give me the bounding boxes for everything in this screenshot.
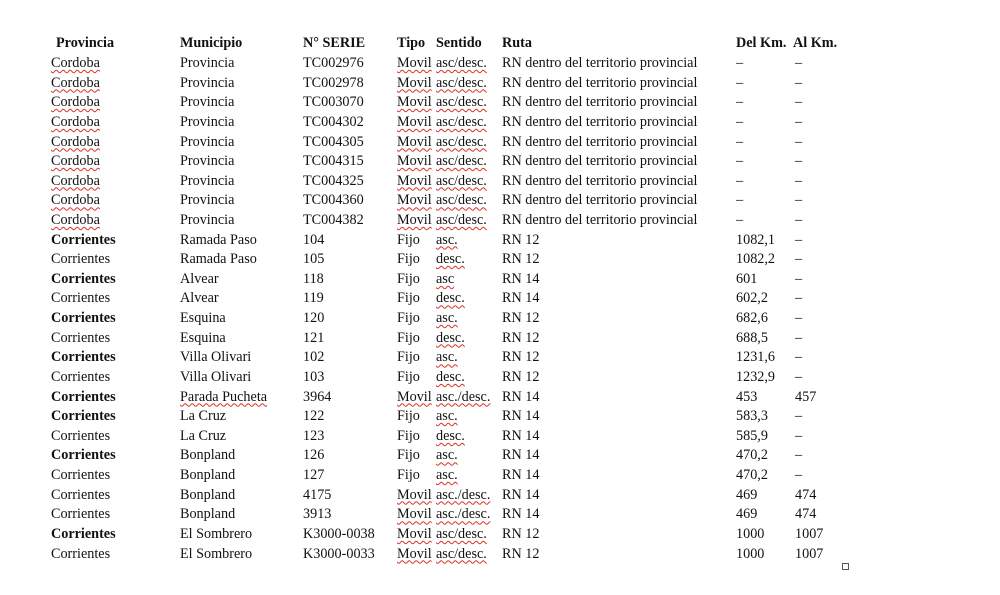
cell-del-km: 1000 <box>736 525 765 542</box>
cell-tipo: Fijo <box>397 329 420 346</box>
cell-provincia: Cordoba <box>51 113 100 130</box>
cell-del-km: 1000 <box>736 545 765 562</box>
cell-serie: TC002976 <box>303 55 364 71</box>
cell-al-km: – <box>795 74 803 91</box>
cell-sentido: desc. <box>436 251 465 268</box>
table-row <box>0 368 1000 388</box>
cell-sentido: asc/desc. <box>436 94 487 111</box>
header-sentido: Sentido <box>436 35 482 51</box>
cell-del-km: 682,6 <box>736 310 768 327</box>
cell-municipio: Provincia <box>180 172 235 189</box>
cell-tipo: Fijo <box>397 270 420 287</box>
cell-al-km: 457 <box>795 388 817 405</box>
cell-provincia: Corrientes <box>51 310 116 327</box>
cell-ruta: RN 12 <box>502 349 540 366</box>
cell-al-km: – <box>795 113 803 130</box>
table-row <box>0 348 1000 368</box>
cell-serie: TC004325 <box>303 172 364 189</box>
cell-del-km: – <box>736 133 744 150</box>
cell-municipio: Alvear <box>180 270 219 287</box>
cell-al-km: – <box>795 270 803 287</box>
cell-al-km: – <box>795 172 803 189</box>
cell-serie: 126 <box>303 447 325 464</box>
cell-provincia: Corrientes <box>51 270 116 287</box>
cell-serie: 119 <box>303 290 324 307</box>
table-row <box>0 270 1000 290</box>
cell-serie: 102 <box>303 349 325 366</box>
cell-provincia: Corrientes <box>51 231 116 248</box>
cell-provincia: Corrientes <box>51 388 116 405</box>
table-row <box>0 152 1000 172</box>
cell-municipio: Provincia <box>180 74 235 91</box>
cell-provincia: Corrientes <box>51 447 116 464</box>
cell-tipo: Movil <box>397 545 432 562</box>
cell-municipio: Provincia <box>180 55 235 71</box>
cell-tipo: Movil <box>397 153 432 170</box>
cell-serie: 3913 <box>303 506 332 523</box>
cell-serie: 123 <box>303 427 325 444</box>
cell-ruta: RN 12 <box>502 231 540 248</box>
cell-ruta: RN 14 <box>502 270 540 287</box>
cell-del-km: 585,9 <box>736 427 768 444</box>
cell-municipio: El Sombrero <box>180 545 253 562</box>
cell-ruta: RN 14 <box>502 506 540 523</box>
table-row <box>0 388 1000 408</box>
cell-sentido: asc/desc. <box>436 525 487 542</box>
cell-ruta: RN 12 <box>502 310 540 327</box>
table-row <box>0 329 1000 349</box>
header-tipo: Tipo <box>397 35 426 51</box>
cell-del-km: 583,3 <box>736 408 768 425</box>
cell-provincia: Corrientes <box>51 506 111 523</box>
cell-ruta: RN dentro del territorio provincial <box>502 153 698 170</box>
table-row <box>0 407 1000 427</box>
cell-al-km: 474 <box>795 506 817 523</box>
cell-provincia: Corrientes <box>51 329 111 346</box>
cell-sentido: asc. <box>436 310 458 327</box>
cell-sentido: asc/desc. <box>436 74 487 91</box>
cell-ruta: RN 14 <box>502 427 540 444</box>
cell-tipo: Movil <box>397 133 432 150</box>
cell-municipio: Ramada Paso <box>180 231 257 248</box>
cell-provincia: Corrientes <box>51 349 116 366</box>
cell-municipio: Esquina <box>180 329 226 346</box>
cell-provincia: Corrientes <box>51 408 116 425</box>
cell-municipio: Provincia <box>180 133 235 150</box>
cell-del-km: 469 <box>736 486 758 503</box>
cell-provincia: Cordoba <box>51 133 100 150</box>
cell-provincia: Cordoba <box>51 212 100 228</box>
cell-municipio: El Sombrero <box>180 525 253 542</box>
cell-municipio: Ramada Paso <box>180 251 257 268</box>
cell-municipio: Esquina <box>180 310 226 327</box>
table-row <box>0 54 1000 74</box>
cell-tipo: Fijo <box>397 290 420 307</box>
cell-al-km: – <box>795 94 803 111</box>
cell-ruta: RN 12 <box>502 525 540 542</box>
cell-provincia: Corrientes <box>51 486 111 503</box>
cell-serie: 120 <box>303 310 325 327</box>
cell-municipio: Bonpland <box>180 467 236 483</box>
cell-serie: 122 <box>303 408 325 425</box>
table-row <box>0 466 1000 486</box>
cell-al-km: – <box>795 153 803 170</box>
cell-al-km: – <box>795 231 803 248</box>
cell-ruta: RN 14 <box>502 486 540 503</box>
cell-municipio: La Cruz <box>180 427 227 444</box>
cell-municipio: Provincia <box>180 94 235 111</box>
cell-ruta: RN dentro del territorio provincial <box>502 94 698 111</box>
table-row <box>0 525 1000 545</box>
cell-al-km: – <box>795 368 803 385</box>
table-row <box>0 446 1000 466</box>
cell-sentido: asc./desc. <box>436 388 491 405</box>
cell-ruta: RN dentro del territorio provincial <box>502 212 698 228</box>
table-row <box>0 231 1000 251</box>
cell-al-km: – <box>795 192 803 209</box>
cell-serie: TC004360 <box>303 192 364 209</box>
cell-al-km: – <box>795 133 803 150</box>
header-al-km: Al Km. <box>793 35 838 51</box>
cell-municipio: Provincia <box>180 113 235 130</box>
cell-del-km: 453 <box>736 388 758 405</box>
cell-del-km: – <box>736 192 744 209</box>
cell-ruta: RN dentro del territorio provincial <box>502 113 698 130</box>
cell-ruta: RN 12 <box>502 545 540 562</box>
cell-ruta: RN dentro del territorio provincial <box>502 133 698 150</box>
cell-sentido: asc. <box>436 447 458 464</box>
cell-sentido: asc./desc. <box>436 486 491 503</box>
cell-ruta: RN dentro del territorio provincial <box>502 74 698 91</box>
cell-tipo: Movil <box>397 192 432 209</box>
cell-provincia: Corrientes <box>51 467 111 483</box>
cell-serie: TC004302 <box>303 113 364 130</box>
cell-al-km: – <box>795 212 803 228</box>
cell-tipo: Fijo <box>397 310 420 327</box>
cell-municipio: Alvear <box>180 290 219 307</box>
cell-municipio: Villa Olivari <box>180 349 252 366</box>
cell-tipo: Fijo <box>397 447 420 464</box>
cell-del-km: 1232,9 <box>736 368 776 385</box>
cell-ruta: RN 12 <box>502 368 540 385</box>
cell-del-km: – <box>736 55 744 71</box>
cell-serie: 118 <box>303 270 324 287</box>
cell-ruta: RN 14 <box>502 408 540 425</box>
cell-del-km: 1082,1 <box>736 231 776 248</box>
table-row <box>0 74 1000 94</box>
cell-al-km: – <box>795 55 803 71</box>
table-row <box>0 309 1000 329</box>
cell-al-km: – <box>795 447 803 464</box>
cell-sentido: asc/desc. <box>436 153 487 170</box>
cell-municipio: Provincia <box>180 153 235 170</box>
cell-ruta: RN 12 <box>502 251 540 268</box>
table-row <box>0 505 1000 525</box>
cell-tipo: Fijo <box>397 349 420 366</box>
cell-sentido: asc/desc. <box>436 545 487 562</box>
cell-ruta: RN 12 <box>502 329 540 346</box>
cell-tipo: Fijo <box>397 231 420 248</box>
cell-provincia: Cordoba <box>51 74 100 91</box>
cell-tipo: Fijo <box>397 408 420 425</box>
cell-serie: K3000-0033 <box>303 545 375 562</box>
cell-del-km: 1231,6 <box>736 349 776 366</box>
cell-al-km: – <box>795 408 803 425</box>
cell-provincia: Cordoba <box>51 153 100 170</box>
cell-provincia: Corrientes <box>51 368 111 385</box>
end-of-cell-mark <box>842 563 849 570</box>
cell-serie: TC004305 <box>303 133 364 150</box>
table-row <box>0 250 1000 270</box>
cell-ruta: RN dentro del territorio provincial <box>502 192 698 209</box>
cell-del-km: – <box>736 153 744 170</box>
table-row <box>0 172 1000 192</box>
cell-municipio: Parada Pucheta <box>180 388 268 405</box>
cell-sentido: asc/desc. <box>436 113 487 130</box>
table-row <box>0 486 1000 506</box>
cell-serie: K3000-0038 <box>303 525 375 542</box>
cell-tipo: Fijo <box>397 427 420 444</box>
cell-serie: 4175 <box>303 486 332 503</box>
header-serie: N° SERIE <box>303 35 366 51</box>
cell-sentido: asc/desc. <box>436 133 487 150</box>
cell-municipio: La Cruz <box>180 408 227 425</box>
cell-al-km: – <box>795 467 803 483</box>
cell-tipo: Movil <box>397 55 432 71</box>
cell-al-km: – <box>795 310 803 327</box>
cell-provincia: Corrientes <box>51 427 111 444</box>
table-row <box>0 289 1000 309</box>
cell-del-km: 601 <box>736 270 758 287</box>
cell-tipo: Movil <box>397 94 432 111</box>
cell-al-km: – <box>795 290 803 307</box>
cell-ruta: RN 14 <box>502 388 540 405</box>
cell-al-km: – <box>795 251 803 268</box>
cell-tipo: Movil <box>397 212 432 228</box>
cell-provincia: Corrientes <box>51 545 111 562</box>
cell-sentido: asc/desc. <box>436 192 487 209</box>
cell-del-km: – <box>736 113 744 130</box>
cell-del-km: – <box>736 172 744 189</box>
header-municipio: Municipio <box>180 35 243 51</box>
cell-tipo: Movil <box>397 486 432 503</box>
cell-municipio: Bonpland <box>180 506 236 523</box>
cell-del-km: 470,2 <box>736 467 768 483</box>
cell-provincia: Cordoba <box>51 94 100 111</box>
cell-tipo: Movil <box>397 172 432 189</box>
cell-al-km: – <box>795 349 803 366</box>
table-row <box>0 133 1000 153</box>
cell-municipio: Provincia <box>180 212 235 228</box>
cell-sentido: asc. <box>436 467 458 483</box>
table-row <box>0 427 1000 447</box>
cell-tipo: Movil <box>397 506 432 523</box>
cell-al-km: 1007 <box>795 525 824 542</box>
cell-del-km: 602,2 <box>736 290 768 307</box>
cell-ruta: RN dentro del territorio provincial <box>502 172 698 189</box>
cell-al-km: – <box>795 329 803 346</box>
cell-serie: 105 <box>303 251 325 268</box>
cell-sentido: asc/desc. <box>436 172 487 189</box>
cell-sentido: desc. <box>436 427 465 444</box>
cell-provincia: Corrientes <box>51 290 111 307</box>
cell-municipio: Villa Olivari <box>180 368 252 385</box>
table-row <box>0 93 1000 113</box>
cell-del-km: 470,2 <box>736 447 768 464</box>
cell-del-km: – <box>736 212 744 228</box>
cell-ruta: RN 14 <box>502 447 540 464</box>
cell-tipo: Fijo <box>397 368 420 385</box>
cell-sentido: desc. <box>436 368 465 385</box>
cell-tipo: Movil <box>397 388 432 405</box>
table-row <box>0 545 1000 565</box>
header-provincia: Provincia <box>56 35 115 51</box>
cell-ruta: RN 14 <box>502 290 540 307</box>
cell-provincia: Corrientes <box>51 251 111 268</box>
header-del-km: Del Km. <box>736 35 787 51</box>
cell-provincia: Cordoba <box>51 192 100 209</box>
cell-del-km: 688,5 <box>736 329 768 346</box>
cell-provincia: Cordoba <box>51 55 100 71</box>
cell-tipo: Movil <box>397 113 432 130</box>
cell-tipo: Movil <box>397 525 432 542</box>
cell-municipio: Provincia <box>180 192 235 209</box>
cell-sentido: asc. <box>436 231 458 248</box>
table-row <box>0 113 1000 133</box>
cell-del-km: 1082,2 <box>736 251 776 268</box>
cell-provincia: Corrientes <box>51 525 116 542</box>
cell-serie: 103 <box>303 368 325 385</box>
cell-sentido: asc <box>436 270 455 287</box>
cell-municipio: Bonpland <box>180 486 236 503</box>
header-ruta: Ruta <box>502 35 532 51</box>
cell-ruta: RN dentro del territorio provincial <box>502 55 698 71</box>
cell-del-km: 469 <box>736 506 758 523</box>
table-row <box>0 211 1000 231</box>
cell-serie: TC002978 <box>303 74 364 91</box>
cell-municipio: Bonpland <box>180 447 236 464</box>
cell-sentido: asc/desc. <box>436 212 487 228</box>
cell-serie: 104 <box>303 231 325 248</box>
cell-serie: TC004382 <box>303 212 364 228</box>
cell-sentido: desc. <box>436 329 465 346</box>
cell-tipo: Fijo <box>397 467 420 483</box>
cell-tipo: Fijo <box>397 251 420 268</box>
cell-sentido: asc/desc. <box>436 55 487 71</box>
cell-serie: 127 <box>303 467 325 483</box>
cell-serie: 121 <box>303 329 325 346</box>
cell-sentido: asc. <box>436 408 458 425</box>
cell-al-km: – <box>795 427 803 444</box>
cell-serie: 3964 <box>303 388 332 405</box>
cell-serie: TC004315 <box>303 153 364 170</box>
cell-al-km: 474 <box>795 486 817 503</box>
table-row <box>0 191 1000 211</box>
cell-del-km: – <box>736 74 744 91</box>
cell-serie: TC003070 <box>303 94 364 111</box>
cell-sentido: asc. <box>436 349 458 366</box>
cell-ruta: RN 14 <box>502 467 540 483</box>
cell-sentido: asc./desc. <box>436 506 491 523</box>
table-header <box>0 34 1000 54</box>
cell-tipo: Movil <box>397 74 432 91</box>
cell-sentido: desc. <box>436 290 465 307</box>
cell-del-km: – <box>736 94 744 111</box>
cell-provincia: Cordoba <box>51 172 100 189</box>
cell-al-km: 1007 <box>795 545 824 562</box>
